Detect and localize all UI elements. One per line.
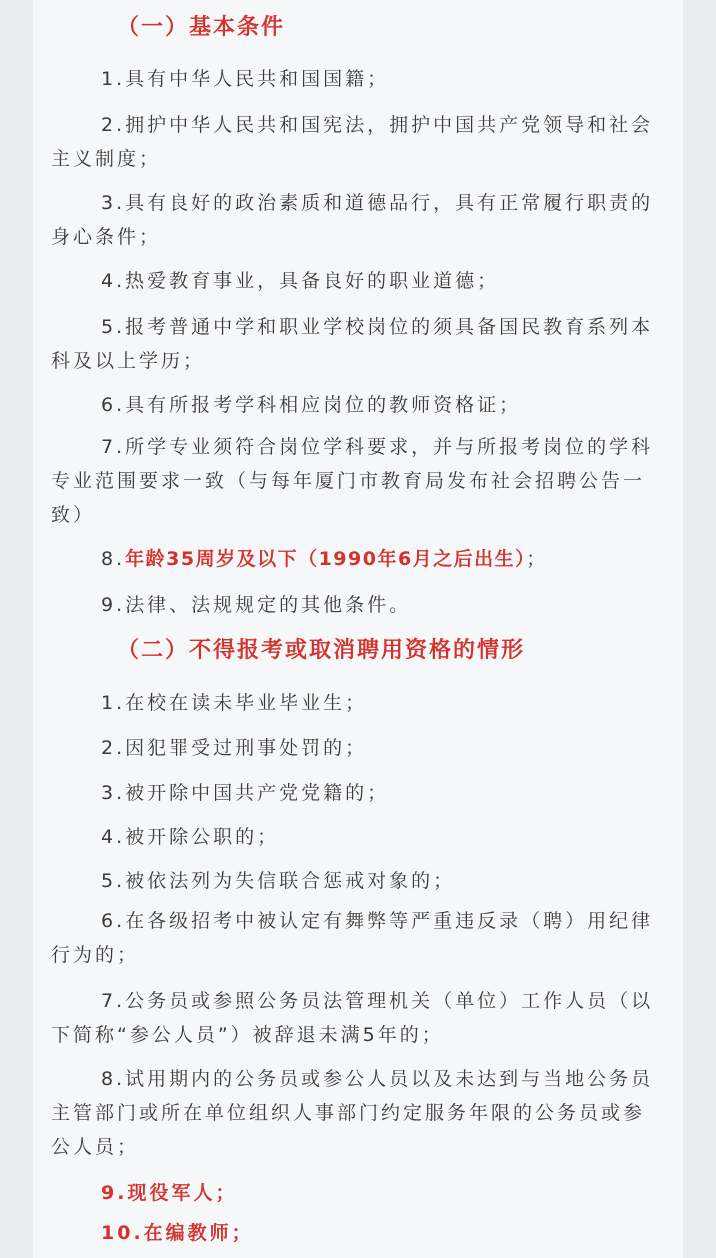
exclusion-item-9: 9.现役军人；	[101, 1182, 238, 1204]
condition-item-5: 5.报考普通中学和职业学校岗位的须具备国民教育系列本科及以上学历；	[51, 316, 654, 372]
condition-item-9: 9.法律、法规规定的其他条件。	[101, 594, 412, 616]
condition-item-2: 2.拥护中华人民共和国宪法，拥护中国共产党领导和社会主义制度；	[51, 114, 654, 170]
condition-item-6: 6.具有所报考学科相应岗位的教师资格证；	[101, 394, 522, 416]
exclusion-item-4: 4.被开除公职的；	[101, 826, 280, 848]
condition-item-1: 1.具有中华人民共和国国籍；	[101, 68, 390, 90]
item-8-suffix: ；	[526, 548, 549, 570]
item-8-prefix: 8.	[101, 548, 126, 570]
exclusion-item-1: 1.在校在读未毕业毕业生；	[101, 692, 368, 714]
age-requirement-highlight: 年龄35周岁及以下（1990年6月之后出生）	[125, 548, 527, 570]
exclusion-item-3: 3.被开除中国共产党党籍的；	[101, 782, 390, 804]
exclusion-item-7: 7.公务员或参照公务员法管理机关（单位）工作人员（以下简称“参公人员”）被辞退未满5年的；	[51, 990, 654, 1046]
condition-item-7: 7.所学专业须符合岗位学科要求，并与所报考岗位的学科专业范围要求一致（与每年厦门市教育局发布社会招聘公告一致）	[51, 436, 654, 526]
condition-item-4: 4.热爱教育事业，具备良好的职业道德；	[101, 270, 500, 292]
condition-item-3: 3.具有良好的政治素质和道德品行，具有正常履行职责的身心条件；	[51, 192, 654, 248]
section-1-title: （一）基本条件	[117, 15, 286, 40]
exclusion-item-2: 2.因犯罪受过刑事处罚的；	[101, 737, 368, 759]
exclusion-item-10: 10.在编教师；	[101, 1222, 254, 1244]
exclusion-item-5: 5.被依法列为失信联合惩戒对象的；	[101, 870, 456, 892]
exclusion-item-6: 6.在各级招考中被认定有舞弊等严重违反录（聘）用纪律行为的；	[51, 910, 654, 966]
section-2-title: （二）不得报考或取消聘用资格的情形	[117, 638, 526, 663]
exclusion-item-8: 8.试用期内的公务员或参公人员以及未达到与当地公务员主管部门或所在单位组织人事部门约定服务年限的公务员或参公人员；	[51, 1068, 654, 1158]
condition-item-8	[51, 542, 663, 576]
